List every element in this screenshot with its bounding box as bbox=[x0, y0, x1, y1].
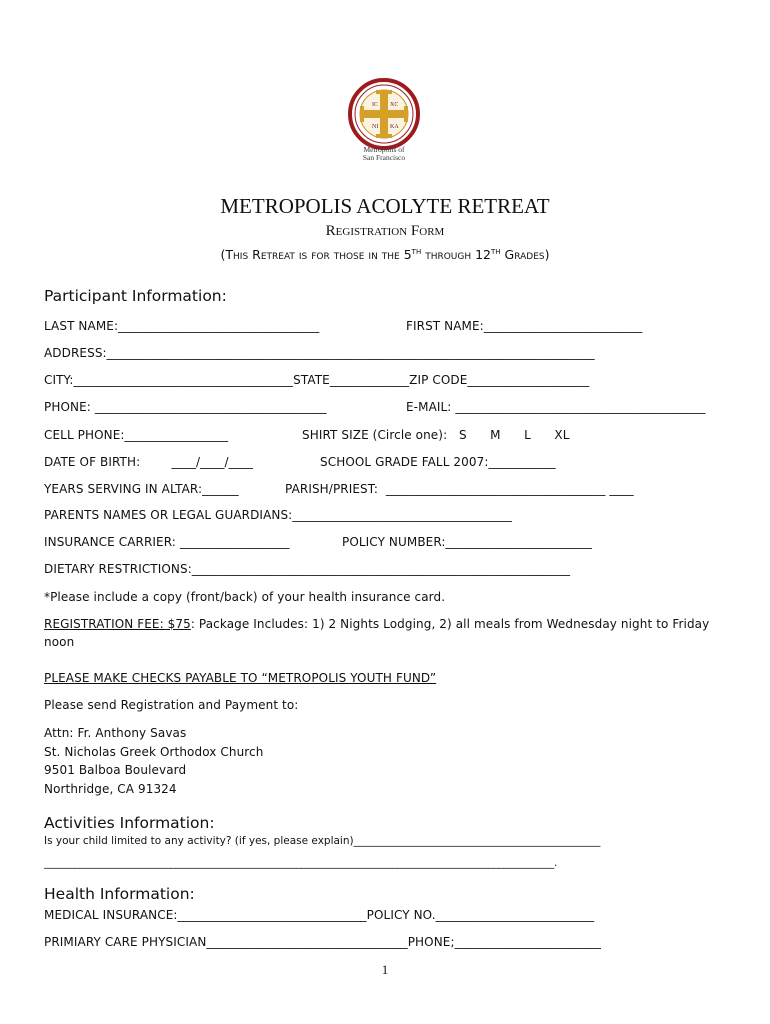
logo-caption-line2: San Francisco bbox=[362, 153, 406, 162]
metropolis-seal-logo bbox=[348, 78, 420, 150]
grades-note-sup2: TH bbox=[491, 247, 501, 256]
address-line-attn: Attn: Fr. Anthony Savas bbox=[44, 726, 187, 740]
registration-fee-text: : Package Includes: 1) 2 Nights Lodging, 2) all meals from Wednesday night to Friday bbox=[190, 617, 710, 631]
activity-explain-line[interactable]: _____________________________________________________________________________________________________. bbox=[44, 857, 558, 869]
form-title: METROPOLIS ACOLYTE RETREAT bbox=[220, 194, 550, 218]
registration-fee-line2: noon bbox=[44, 635, 75, 649]
phone-field[interactable]: PHONE: ______________________________________ bbox=[44, 400, 327, 414]
logo-caption bbox=[354, 146, 414, 162]
school-grade-field[interactable]: SCHOOL GRADE FALL 2007:___________ bbox=[320, 455, 556, 469]
shirt-size-field[interactable]: SHIRT SIZE (Circle one): S M L XL bbox=[302, 428, 570, 442]
primary-physician-field[interactable]: PRIMIARY CARE PHYSICIAN_________________________________PHONE;________________________ bbox=[44, 935, 602, 949]
seal-letters-xc: XC bbox=[390, 102, 399, 108]
page-number: 1 bbox=[381, 962, 389, 977]
cell-phone-field[interactable]: CELL PHONE:_________________ bbox=[44, 428, 229, 442]
years-serving-field[interactable]: YEARS SERVING IN ALTAR:______ bbox=[44, 482, 239, 496]
policy-number-field[interactable]: POLICY NUMBER:________________________ bbox=[342, 535, 592, 549]
grades-note-mid: through 12 bbox=[421, 247, 492, 262]
participant-heading: Participant Information: bbox=[44, 287, 227, 305]
activities-heading: Activities Information: bbox=[44, 814, 215, 832]
grades-note-pre: (This Retreat is for those in the 5 bbox=[220, 247, 412, 262]
last-name-field[interactable]: LAST NAME:_________________________________ bbox=[44, 319, 320, 333]
registration-fee-line bbox=[44, 617, 709, 631]
activity-limit-field[interactable]: Is your child limited to any activity? (if yes, please explain)_______________________________________________ bbox=[44, 835, 601, 847]
seal-letters-ka: KA bbox=[390, 124, 399, 130]
send-to-label: Please send Registration and Payment to: bbox=[44, 698, 299, 712]
parents-guardians-field[interactable]: PARENTS NAMES OR LEGAL GUARDIANS:____________________________________ bbox=[44, 508, 512, 522]
address-line-church: St. Nicholas Greek Orthodox Church bbox=[44, 744, 264, 759]
checks-payable-note: PLEASE MAKE CHECKS PAYABLE TO “METROPOLIS YOUTH FUND” bbox=[44, 671, 437, 685]
medical-insurance-field[interactable]: MEDICAL INSURANCE:_______________________________POLICY NO.__________________________ bbox=[44, 908, 595, 922]
dietary-restrictions-field[interactable]: DIETARY RESTRICTIONS:______________________________________________________________ bbox=[44, 562, 571, 576]
address-line-city: Northridge, CA 91324 bbox=[44, 781, 177, 796]
form-subtitle: Registration Form bbox=[325, 223, 445, 239]
health-heading: Health Information: bbox=[44, 885, 195, 903]
logo-caption-line1: Metropolis of bbox=[363, 145, 405, 154]
seal-letters-ic: IC bbox=[372, 102, 378, 108]
grades-note-sup1: TH bbox=[411, 247, 422, 256]
email-field[interactable]: E-MAIL: _________________________________________ bbox=[406, 400, 706, 414]
seal-letters-ni: NI bbox=[372, 124, 379, 130]
insurance-carrier-field[interactable]: INSURANCE CARRIER: __________________ bbox=[44, 535, 290, 549]
date-of-birth-field[interactable]: DATE OF BIRTH: ____/____/____ bbox=[44, 455, 254, 469]
first-name-field[interactable]: FIRST NAME:__________________________ bbox=[406, 319, 643, 333]
mailing-address bbox=[44, 724, 263, 798]
address-field[interactable]: ADDRESS:________________________________________________________________________________ bbox=[44, 346, 595, 360]
grades-note-post: Grades) bbox=[500, 247, 550, 262]
city-state-zip-field[interactable]: CITY:____________________________________STATE_____________ZIP CODE____________________ bbox=[44, 373, 590, 387]
address-line-street: 9501 Balboa Boulevard bbox=[44, 763, 187, 777]
registration-fee-label: REGISTRATION FEE: $75 bbox=[44, 617, 191, 631]
parish-priest-field[interactable]: PARISH/PRIEST: ____________________________________ ____ bbox=[285, 482, 634, 496]
insurance-card-note: *Please include a copy (front/back) of your health insurance card. bbox=[44, 590, 446, 604]
grades-note bbox=[0, 247, 770, 262]
